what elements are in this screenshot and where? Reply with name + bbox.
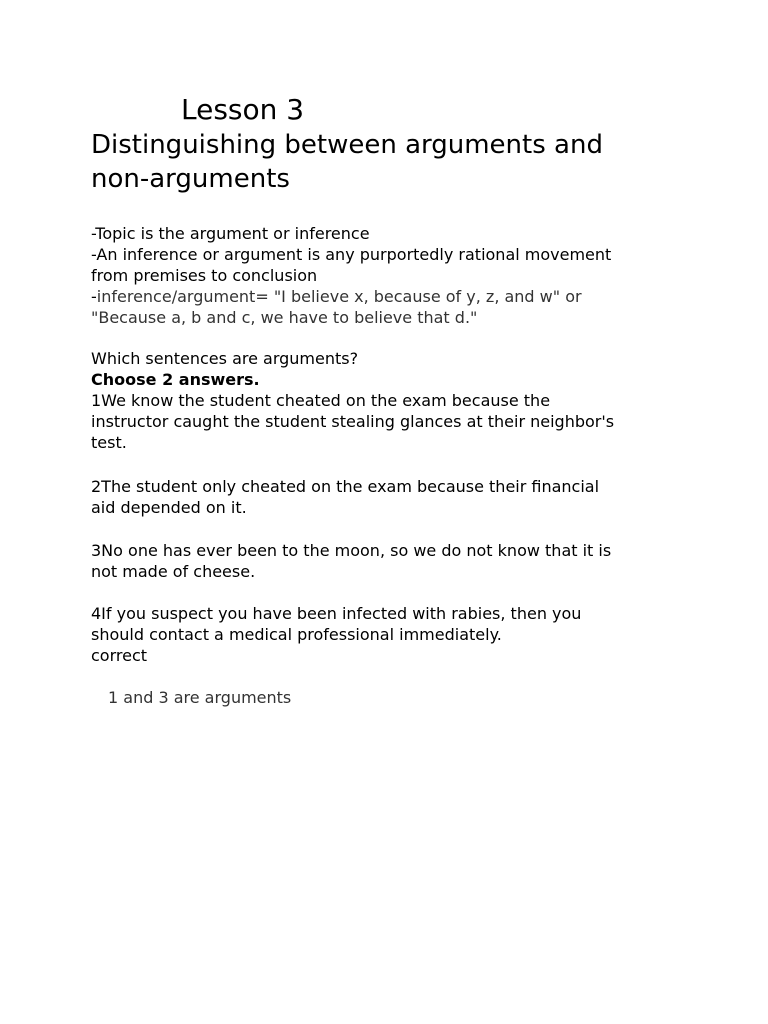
option-3-line: 3No one has ever been to the moon, so we do not know that it is: [91, 541, 612, 560]
option-2: [91, 476, 691, 518]
option-1-line: test.: [91, 433, 127, 452]
note-line: -Topic is the argument or inference: [91, 224, 370, 243]
note-line: -An inference or argument is any purportedly rational movement: [91, 245, 612, 264]
correct-label: correct: [91, 646, 148, 665]
option-3-line: not made of cheese.: [91, 562, 256, 581]
option-2-line: aid depended on it.: [91, 498, 247, 517]
lesson-title-line-1: Distinguishing between arguments and: [91, 130, 603, 160]
lesson-label: Lesson 3: [181, 93, 305, 126]
note-line: [91, 286, 691, 307]
question-prompt: Which sentences are arguments?: [91, 349, 359, 368]
option-2-line: 2The student only cheated on the exam because their financial: [91, 477, 600, 496]
note-line: "Because a, b and c, we have to believe that d.": [91, 308, 478, 327]
notes-block: [91, 223, 691, 328]
answer-text: 1 and 3 are arguments: [108, 688, 292, 707]
question-block: [91, 348, 691, 453]
option-4-line: 4If you suspect you have been infected with rabies, then you: [91, 604, 582, 623]
note-line: from premises to conclusion: [91, 266, 318, 285]
option-1-line: instructor caught the student stealing glances at their neighbor's: [91, 412, 615, 431]
option-4-line: should contact a medical professional immediately.: [91, 625, 502, 644]
option-4: [91, 603, 691, 666]
option-3: [91, 540, 691, 582]
note-example: inference/argument= "I believe x, because of y, z, and w" or: [96, 287, 582, 306]
option-1-line: 1We know the student cheated on the exam because the: [91, 391, 551, 410]
lesson-title: [91, 128, 691, 196]
question-instruction: Choose 2 answers.: [91, 370, 260, 389]
note-dash: -: [91, 287, 97, 306]
lesson-title-line-2: non-arguments: [91, 164, 290, 194]
